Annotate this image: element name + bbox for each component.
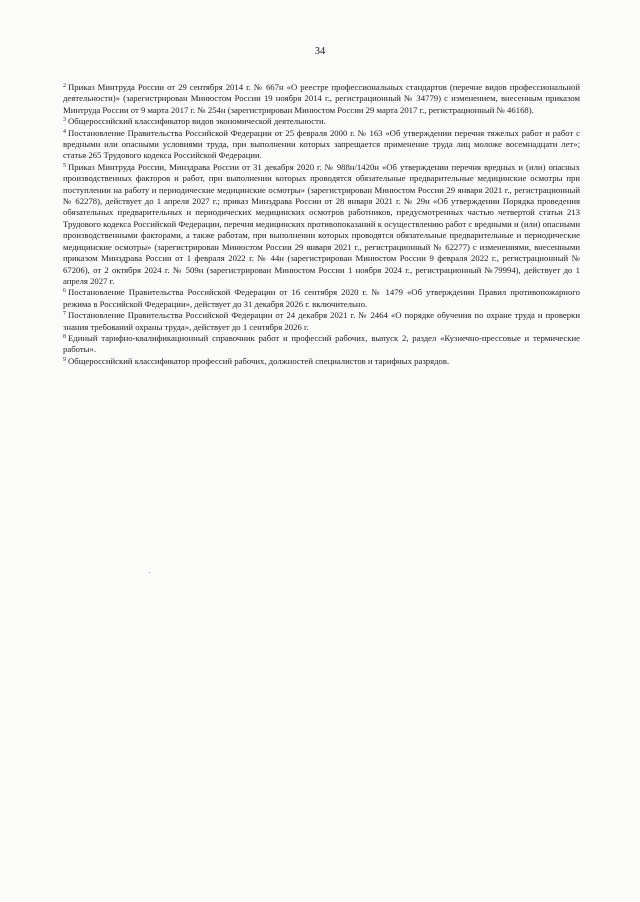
footnote-8 [63, 333, 580, 356]
scan-speck [149, 572, 150, 573]
footnote-text: Постановление Правительства Российской Федерации от 25 февраля 2000 г. № 163 «Об утверждении перечня тяжелых работ и работ с вредными или опасными условиями труда, при выполнении которых запрещается применение труда лиц моложе восемнадцати лет»; статья 265 Трудового кодекса Российской Федерации. [63, 127, 580, 161]
footnote-mark: 3 [63, 117, 66, 124]
footnote-mark: 6 [63, 288, 66, 295]
footnote-2 [63, 82, 580, 116]
footnotes-block [63, 82, 580, 367]
footnote-mark: 8 [63, 333, 66, 340]
footnote-mark: 4 [63, 128, 66, 135]
footnote-text: Общероссийский классификатор профессий рабочих, должностей специалистов и тарифных разрядов. [68, 355, 450, 366]
footnote-mark: 7 [63, 311, 66, 318]
footnote-7 [63, 310, 580, 333]
footnote-mark: 2 [63, 83, 66, 89]
footnote-3 [63, 116, 580, 127]
footnote-mark: 5 [63, 162, 66, 169]
footnote-4 [63, 128, 580, 162]
footnote-text: Постановление Правительства Российской Федерации от 24 декабря 2021 г. № 2464 «О порядке обучения по охране труда и проверки знания требований охраны труда», действует до 1 сентября 2026 г. [63, 310, 580, 332]
footnote-mark: 9 [63, 356, 66, 363]
footnote-text: Приказ Минтруда России от 29 сентября 2014 г. № 667н «О реестре профессиональных стандартов (перечне видов профессиональной деятельности)» (зарегистрирован Минюстом России 19 ноября 2014 г., регистрационный № 34779) с изменением, внесенным приказом Минтруда России от 9 марта 2017 г. № 254н (зарегистрирован Минюстом России 29 марта 2017 г., регистрационный № 46168). [63, 82, 580, 115]
footnote-text: Общероссийский классификатор видов экономической деятельности. [68, 116, 326, 127]
footnote-text: Постановление Правительства Российской Федерации от 16 сентября 2020 г. № 1479 «Об утверждении Правил противопожарного режима в Российской Федерации», действует до 31 декабря 2026 г. включительно. [63, 287, 580, 309]
page-number: 34 [314, 46, 326, 57]
footnote-text: Приказ Минтруда России, Минздрава России от 31 декабря 2020 г. № 988н/1420н «Об утверждении перечня вредных и (или) опасных производственных факторов и работ, при выполнении которых проводятся обязательные предварительные медицинские осмотры при поступлении на работу и периодические медицинские осмотры» (зарегистрирован Минюстом России 29 января 2021 г., регистрационный № 62278), действует до 1 апреля 2027 г.; приказ Минздрава России от 28 января 2021 г. № 29н «Об утверждении Порядка проведения обязательных предварительных и периодических медицинских осмотров работников, предусмотренных частью четвертой статьи 213 Трудового кодекса Российской Федерации, перечня медицинских противопоказаний к осуществлению работ с вредными и (или) опасными производственными факторами, а также работам, при выполнении которых проводятся обязательные предварительные и периодические медицинские осмотры» (зарегистрирован Минюстом России 29 января 2021 г., регистрационный № 62277) с изменениями, внесенными приказом Минздрава России от 1 февраля 2022 г. № 44н (зарегистрирован Минюстом России 9 февраля 2022 г., регистрационный № 67206), от 2 октября 2024 г. № 509н (зарегистрирован Минюстом России 1 ноября 2024 г., регистрационный №79994), действует до 1 апреля 2027 г. [63, 161, 580, 286]
footnote-9 [63, 356, 580, 367]
footnote-6 [63, 287, 580, 310]
footnote-5 [63, 162, 580, 287]
footnote-text: Единый тарифно-квалификационный справочник работ и профессий рабочих, выпуск 2, раздел «Кузнечно-прессовые и термические работы». [63, 332, 580, 355]
